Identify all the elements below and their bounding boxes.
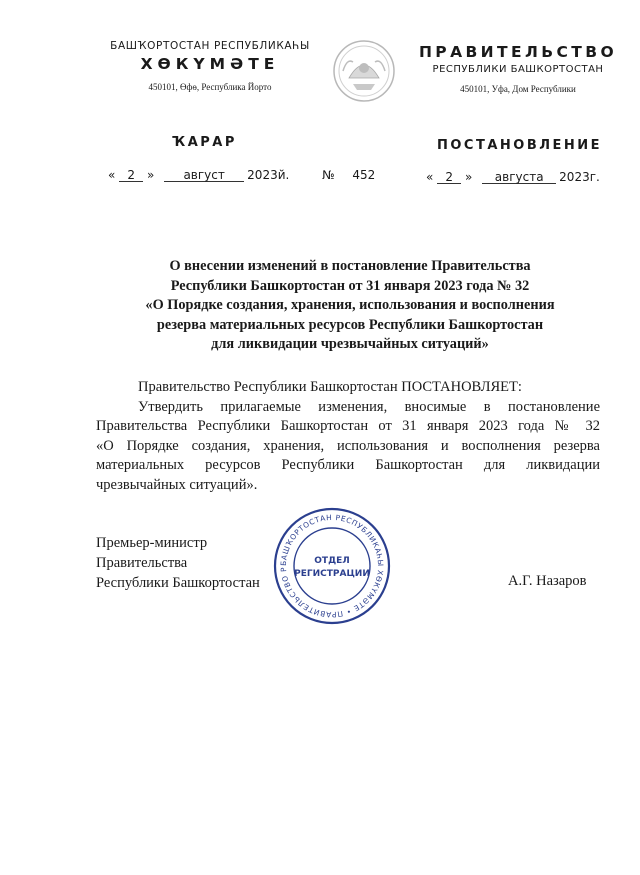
signature-position-line: Правительства (96, 555, 188, 571)
title-line: О внесении изменений в постановление Правительства (169, 258, 531, 274)
body-line: чрезвычайных ситуаций». (96, 476, 258, 493)
date-right-open-quote: « (426, 170, 434, 184)
header-left-line1: БАШҠОРТОСТАН РЕСПУБЛИКАҺЫ (110, 40, 310, 52)
date-left-close-quote: » (147, 168, 155, 182)
header-left-block (95, 40, 325, 92)
body-line: материальных ресурсов Республики Башкортостан для ликвидации (96, 457, 600, 473)
emblem-icon (331, 38, 397, 104)
body-line: «О Порядке создания, хранения, использования и восполнения резерва (96, 437, 600, 454)
title-line: резерва материальных ресурсов Республики Башкортостан (156, 316, 544, 333)
title-line: для ликвидации чрезвычайных ситуаций» (211, 336, 489, 352)
document-body (96, 378, 600, 495)
header-right-block (418, 43, 618, 94)
date-right-day: 2 (437, 171, 461, 184)
stamp-outer-ring (275, 509, 389, 623)
date-right (426, 170, 600, 184)
coat-of-arms-emblem (331, 38, 397, 104)
stamp-center-line1: ОТДЕЛ (314, 556, 350, 566)
date-left-year-suffix: 23й. (262, 168, 290, 182)
header-left-address: 450101, Өфө, Республика Йорто (148, 82, 272, 92)
date-left-day: 2 (119, 169, 143, 182)
date-left-month: август (164, 169, 244, 182)
body-line: Утвердить прилагаемые изменения, вносимые в постановление (138, 398, 600, 415)
date-right-close-quote: » (465, 170, 473, 184)
signature-name: А.Г. Назаров (508, 573, 587, 589)
registration-stamp (272, 506, 392, 626)
body-line: Правительства Республики Башкортостан от 31 января 2023 года № 32 (96, 418, 600, 434)
stamp-inner-ring (294, 528, 370, 604)
date-left (108, 168, 289, 182)
title-line: «О Порядке создания, хранения, использования и восполнения (145, 297, 555, 313)
date-right-month: августа (482, 171, 556, 184)
stamp-seal-icon (272, 506, 392, 626)
signature-position-line: Премьер-министр (96, 535, 208, 551)
date-left-open-quote: « (108, 168, 116, 182)
doc-number (322, 168, 375, 182)
date-right-year-suffix: 23г. (574, 170, 600, 184)
body-paragraph-1: Правительство Республики Башкортостан ПОСТАНОВЛЯЕТ: (138, 379, 522, 395)
number-sign: № (322, 168, 335, 182)
title-line: Республики Башкортостан от 31 января 2023 года № 32 (170, 277, 530, 294)
doc-kind-right: ПОСТАНОВЛЕНИЕ (437, 138, 603, 153)
signature-position-line: Республики Башкортостан (96, 575, 260, 591)
date-left-year-prefix: 20 (247, 168, 263, 182)
date-right-year-prefix: 20 (559, 170, 575, 184)
body-paragraph-2 (96, 398, 600, 496)
header-left-line2: ХӨКҮМӘТЕ (140, 55, 280, 73)
number-value: 452 (352, 168, 376, 182)
header-right-line1: ПРАВИТЕЛЬСТВО (418, 43, 618, 61)
header-right-line2: РЕСПУБЛИКИ БАШКОРТОСТАН (432, 64, 604, 75)
doc-kind-left: ҠАРАР (172, 135, 237, 150)
signature-position (96, 533, 260, 593)
stamp-center-line2: РЕГИСТРАЦИИ (294, 569, 370, 579)
document-title (100, 257, 600, 355)
stamp-ring-text: БАШҠОРТОСТАН РЕСПУБЛИКАҺЫ ХӨКҮМӘТЕ • ПРАВИТЕЛЬСТВО Р (278, 512, 386, 620)
header-right-address: 450101, Уфа, Дом Республики (460, 84, 576, 94)
